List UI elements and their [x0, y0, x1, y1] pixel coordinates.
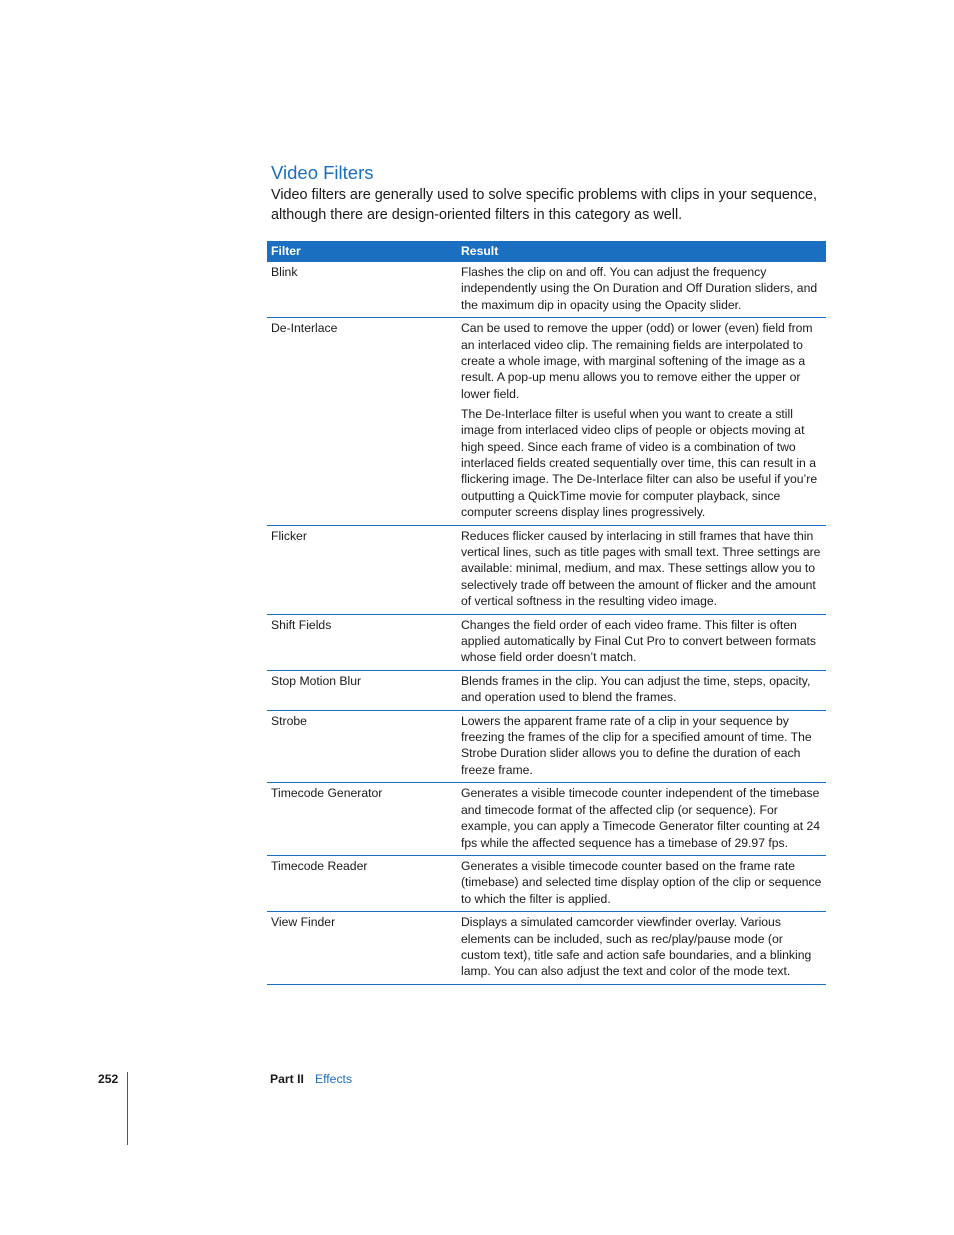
- filter-result-cell: [457, 318, 826, 525]
- filter-name-cell: Timecode Reader: [267, 855, 457, 911]
- filter-result-cell: [457, 670, 826, 710]
- filter-name-cell: Flicker: [267, 525, 457, 614]
- column-header-result: Result: [457, 241, 826, 262]
- result-paragraph: The De-Interlace filter is useful when you want to create a still image from interlaced video clips of people or objects moving at high speed. Since each frame of video is a combination of two interlaced fields created sequentially over time, this can result in a flickering image. The De-Interlace filter can also be useful if you’re outputting a QuickTime movie for computer playback, since computer screens display lines progressively.: [461, 406, 818, 520]
- filter-result-cell: [457, 912, 826, 985]
- result-paragraph: Blends frames in the clip. You can adjust the time, steps, opacity, and operation used to blend the frames.: [461, 673, 811, 705]
- table-body: [267, 262, 826, 984]
- filter-result-cell: [457, 614, 826, 670]
- table-row: [267, 710, 826, 783]
- section-intro: Video filters are generally used to solve specific problems with clips in your sequence, although there are design-oriented filters in this category as well.: [271, 187, 818, 223]
- column-header-filter: Filter: [267, 241, 457, 262]
- table-row: [267, 670, 826, 710]
- filter-name-cell: Blink: [267, 262, 457, 318]
- section-title: Video Filters: [271, 162, 374, 183]
- filter-name-cell: Strobe: [267, 710, 457, 783]
- result-paragraph: Can be used to remove the upper (odd) or lower (even) field from an interlaced video clip. The remaining fields are interpolated to create a whole image, with marginal softening of the image as a result. A pop-up menu allows you to remove either the upper or lower field.: [461, 321, 813, 401]
- table-row: [267, 783, 826, 856]
- table-row: [267, 614, 826, 670]
- result-paragraph: Changes the field order of each video frame. This filter is often applied automatically by Final Cut Pro to convert between formats whose field order doesn’t match.: [461, 617, 816, 665]
- result-paragraph: Generates a visible timecode counter independent of the timebase and timecode format of the affected clip (or sequence). For example, you can apply a Timecode Generator filter counting at 24 fps while the affected sequence has a timebase of 29.97 fps.: [461, 786, 821, 850]
- page-number: 252: [98, 1072, 119, 1086]
- result-paragraph: Displays a simulated camcorder viewfinder overlay. Various elements can be included, such as rec/play/pause mode (or custom text), title safe and action safe boundaries, and a blinking lamp. You can also adjust the text and color of the mode text.: [461, 915, 812, 979]
- result-paragraph: Lowers the apparent frame rate of a clip in your sequence by freezing the frames of the clip for a specified amount of time. The Strobe Duration slider allows you to define the duration of each freeze frame.: [461, 713, 812, 777]
- filter-result-cell: [457, 855, 826, 911]
- footer-part-label: Part II: [270, 1072, 304, 1086]
- table-row: [267, 262, 826, 318]
- result-paragraph: Reduces flicker caused by interlacing in still frames that have thin vertical lines, such as title pages with small text. Three settings are available: minimal, medium, and max. These settings allow you to selectively trade off between the amount of flicker and the amount of vertical softness in the resulting video image.: [461, 528, 821, 609]
- video-filters-table: [267, 241, 826, 985]
- table-row: [267, 525, 826, 614]
- table-row: [267, 855, 826, 911]
- footer-chapter-link[interactable]: Effects: [315, 1072, 353, 1086]
- filter-result-cell: [457, 710, 826, 783]
- filter-result-cell: [457, 525, 826, 614]
- result-paragraph: Flashes the clip on and off. You can adjust the frequency independently using the On Duration and Off Duration sliders, and the maximum dip in opacity using the Opacity slider.: [461, 265, 818, 312]
- filter-result-cell: [457, 262, 826, 318]
- filter-result-cell: [457, 783, 826, 856]
- margin-rule: [127, 1072, 128, 1145]
- result-paragraph: Generates a visible timecode counter based on the frame rate (timebase) and selected time display option of the clip or sequence to which the filter is applied.: [461, 858, 822, 906]
- filter-name-cell: Timecode Generator: [267, 783, 457, 856]
- table-row: [267, 912, 826, 985]
- table-row: [267, 318, 826, 525]
- filter-name-cell: View Finder: [267, 912, 457, 985]
- table-header-row: [267, 241, 826, 262]
- filter-name-cell: De-Interlace: [267, 318, 457, 525]
- filter-name-cell: Shift Fields: [267, 614, 457, 670]
- filter-name-cell: Stop Motion Blur: [267, 670, 457, 710]
